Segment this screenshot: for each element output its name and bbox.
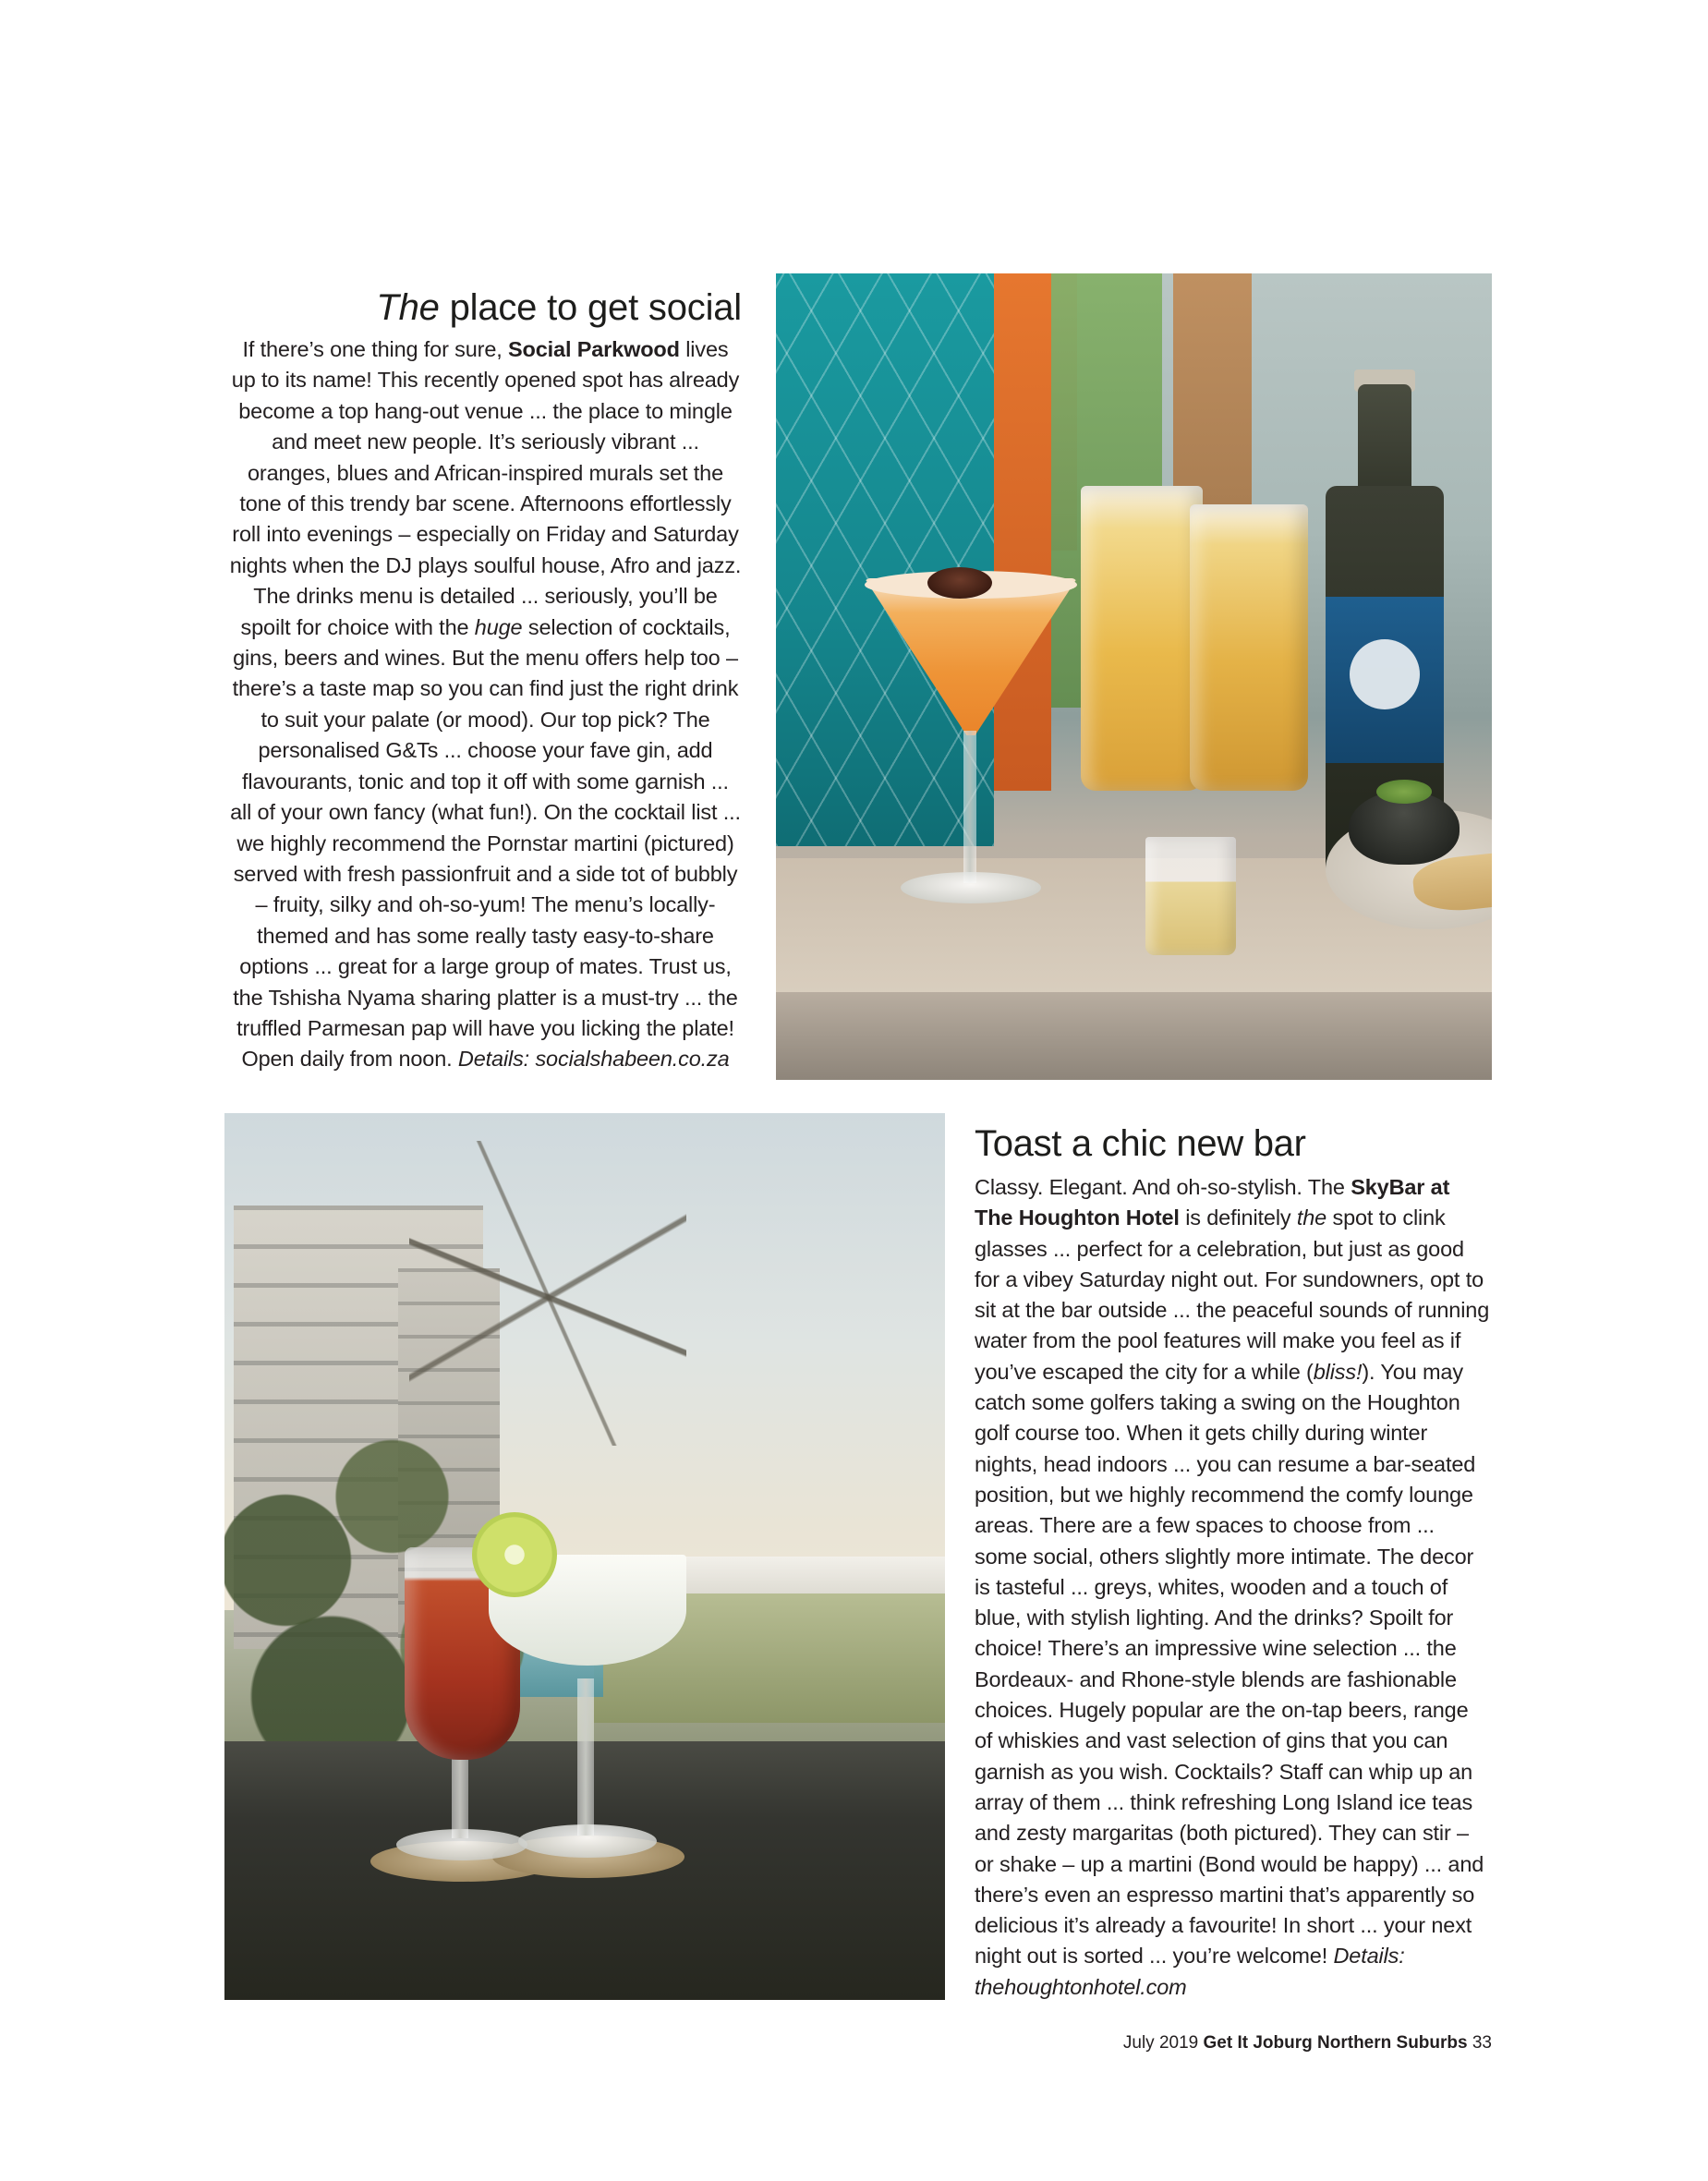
photo-social-parkwood	[776, 273, 1492, 1080]
bottom-venue-name: SkyBar at The Houghton Hotel	[975, 1175, 1450, 1230]
headline-top-italic-word: The	[376, 287, 440, 328]
headline-toast-a-chic-new-bar: Toast a chic new bar	[975, 1123, 1306, 1164]
top-emphasis-huge: huge	[474, 614, 523, 639]
photo-top-passionfruit-garnish	[927, 567, 992, 599]
headline-top-rest: place to get social	[439, 287, 742, 328]
photo-top-martini-stem	[963, 731, 976, 883]
photo-top-martini-base	[901, 872, 1041, 903]
article-top-body	[229, 334, 742, 1075]
bottom-body-part-4: ). You may catch some golfers taking a swing on the Houghton golf course too. When it gets chilly during winter nights, head indoors ... you can resume a bar-seated position, but we highly recommend the comfy lounge areas. There are a few spaces to choose from ... some social, others slightly more intimate. The decor is tasteful ... greys, whites, wooden and a touch of blue, with stylish lighting. And the drinks? Spoilt for choice! There’s an impressive wine selection ... the Bordeaux- and Rhone-style blends are fashionable choices. Hugely popular are the on-tap beers, range of whiskies and vast selection of gins that you can garnish as you wish. Cocktails? Staff can whip up an array of them ... think refreshing Long Island ice teas and zesty margaritas (both pictured). They can stir – or shake – up a martini (Bond would be happy) ... and there’s even an espresso martini that’s apparently so delicious it’s already a favourite! In short ... your next night out is sorted ... you’re welcome!	[975, 1359, 1484, 1969]
top-body-part-3: selection of cocktails, gins, beers and wines. But the menu offers help too – there’s a taste map so you can find just the right drink to suit your palate (or mood). Our top pick? The personalised G&Ts ... choose your fave gin, add flavourants, tonic and top it off with some garnish ... all of your own fancy (what fun!). On the cocktail list ... we highly recommend the Pornstar martini (pictured) served with fresh passionfruit and a side tot of bubbly – fruity, silky and oh-so-yum! The menu’s locally-themed and has some really tasty easy-to-share options ... great for a large group of mates. Trust us, the Tshisha Nyama sharing platter is a must-try ... the truffled Parmesan pap will have you licking the plate! Open daily from noon.	[230, 614, 741, 1072]
photo-top-bottle-label	[1326, 597, 1444, 763]
top-venue-name: Social Parkwood	[508, 337, 680, 361]
bottom-body-part-1: Classy. Elegant. And oh-so-stylish. The	[975, 1175, 1351, 1199]
page-footer	[1123, 2033, 1492, 2054]
top-details-line: Details: socialshabeen.co.za	[457, 1047, 730, 1072]
article-bottom	[975, 1122, 1492, 2003]
photo-top-counter-front	[776, 992, 1492, 1080]
headline-the-place-to-get-social	[229, 286, 742, 329]
photo-top-beer-glass-2	[1190, 504, 1308, 791]
photo-skybar-houghton	[224, 1113, 945, 2000]
top-body-part-2: lives up to its name! This recently opened spot has already become a top hang-out venue ... the place to mingle and meet new people. It’s seriously vibrant ... oranges, blues and African-inspired murals set the tone of this trendy bar scene. Afternoons effortlessly roll into evenings – especially on Friday and Saturday nights when the DJ plays soulful house, Afro and jazz. The drinks menu is detailed ... seriously, you’ll be spoilt for choice with the	[229, 337, 742, 639]
photo-top-herb-garnish	[1376, 780, 1432, 804]
top-body-part-1: If there’s one thing for sure,	[242, 337, 509, 361]
photo-top-teal-mural	[776, 273, 994, 846]
article-top	[229, 286, 742, 1075]
footer-page-number: 33	[1467, 2033, 1492, 2053]
footer-publication-name: Get It Joburg Northern Suburbs	[1203, 2033, 1468, 2053]
bottom-details-line: Details: thehoughtonhotel.com	[975, 1944, 1405, 1999]
bottom-body-part-2: is definitely	[1179, 1206, 1297, 1230]
photo-bottom-long-island-stem	[452, 1755, 468, 1838]
photo-bottom-lime-garnish	[472, 1512, 557, 1597]
photo-top-beer-glass-1	[1081, 486, 1203, 791]
photo-top-orange-wall	[994, 273, 1051, 791]
bottom-emphasis-the: the	[1296, 1206, 1327, 1230]
footer-issue-date: July 2019	[1122, 2033, 1204, 2053]
article-bottom-body	[975, 1172, 1492, 2003]
bottom-body-part-3: spot to clink glasses ... perfect for a celebration, but just as good for a vibey Saturday night out. For sundowners, opt to sit at the bar outside ... the peaceful sounds of running water from the pool features will make you feel as if you’ve escaped the city for a while (	[975, 1206, 1490, 1384]
photo-bottom-margarita-stem	[577, 1678, 594, 1836]
photo-bottom-branches	[409, 1141, 686, 1446]
bottom-emphasis-bliss: bliss!	[1313, 1359, 1363, 1384]
photo-top-shot-glass	[1145, 837, 1236, 955]
